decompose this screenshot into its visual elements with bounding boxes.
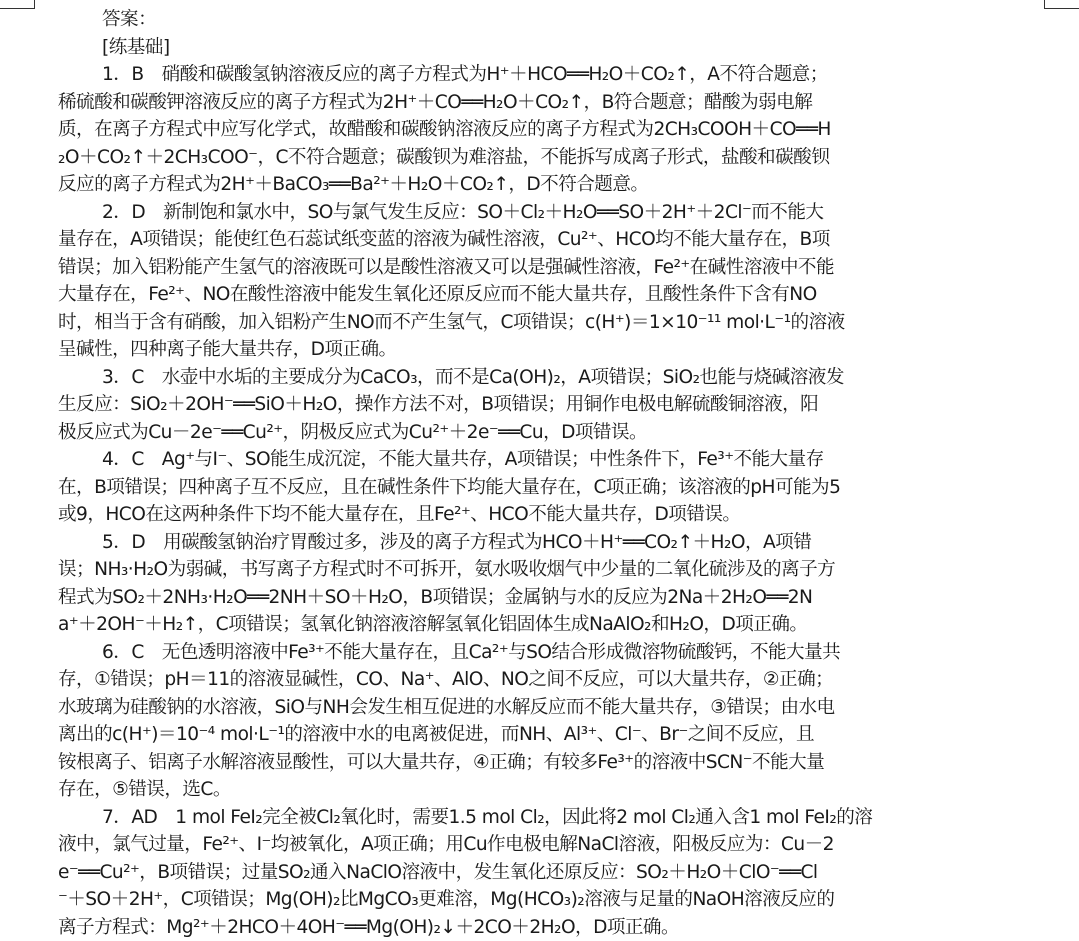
answer-line: 离出的c(H⁺)＝10⁻⁴ mol·L⁻¹的溶液中水的电离被促进，而NH、Al³⁺、Cl⁻、Br⁻之间不反应，且 [58,721,978,749]
answer-document [58,6,978,941]
answer-line: 时，相当于含有硝酸，加入铝粉产生NO而不产生氢气，C项错误；c(H⁺)＝1×10⁻¹¹ mol·L⁻¹的溶液 [58,309,978,337]
answer-first-line: 7．AD 1 mol FeI₂完全被Cl₂氧化时，需要1.5 mol Cl₂，因此将2 mol Cl₂通入含1 mol FeI₂的溶 [58,804,978,832]
answer-line: 离子方程式：Mg²⁺＋2HCO＋4OH⁻══Mg(OH)₂↓＋2CO＋2H₂O，D项正确。 [58,914,978,941]
answer-line: a⁺＋2OH⁻＋H₂↑，C项错误；氢氧化钠溶液溶解氢氧化铝固体生成NaAlO₂和H₂O，D项正确。 [58,611,978,639]
answer-item [58,446,978,529]
answer-item [58,529,978,639]
section-title: [练基础] [58,34,978,62]
answer-first-line: 3．C 水壶中水垢的主要成分为CaCO₃，而不是Ca(OH)₂，A项错误；SiO₂也能与烧碱溶液发 [58,364,978,392]
answer-line: 大量存在，Fe²⁺、NO在酸性溶液中能发生氧化还原反应而不能大量共存，且酸性条件下含有NO [58,281,978,309]
answer-item [58,639,978,804]
answer-line: 量存在，A项错误；能使红色石蕊试纸变蓝的溶液为碱性溶液，Cu²⁺、HCO均不能大量存在，B项 [58,226,978,254]
crop-mark-left [0,0,35,9]
answer-line: 生反应：SiO₂＋2OH⁻══SiO＋H₂O，操作方法不对，B项错误；用铜作电极电解硫酸铜溶液，阳 [58,391,978,419]
answer-line: ⁻＋SO＋2H⁺，C项错误；Mg(OH)₂比MgCO₃更难溶，Mg(HCO₃)₂溶液与足量的NaOH溶液反应的 [58,886,978,914]
answer-first-line: 1．B 硝酸和碳酸氢钠溶液反应的离子方程式为H⁺＋HCO══H₂O＋CO₂↑，A不符合题意； [58,61,978,89]
answer-line: 质，在离子方程式中应写化学式，故醋酸和碳酸钠溶液反应的离子方程式为2CH₃COOH＋CO══H [58,116,978,144]
answer-item [58,199,978,364]
answer-line: 或9，HCO在这两种条件下均不能大量存在，且Fe²⁺、HCO不能大量共存，D项错误。 [58,501,978,529]
answer-line: 存在，⑤错误，选C。 [58,776,978,804]
answer-item [58,364,978,447]
answer-line: 铵根离子、铝离子水解溶液显酸性，可以大量共存，④正确；有较多Fe³⁺的溶液中SCN⁻不能大量 [58,749,978,777]
crop-mark-right [1044,0,1079,9]
answer-item [58,61,978,199]
answer-line: 反应的离子方程式为2H⁺＋BaCO₃══Ba²⁺＋H₂O＋CO₂↑，D不符合题意。 [58,171,978,199]
answer-line: 误；NH₃·H₂O为弱碱，书写离子方程式时不可拆开，氨水吸收烟气中少量的二氧化硫涉及的离子方 [58,556,978,584]
answer-line: e⁻══Cu²⁺，B项错误；过量SO₂通入NaClO溶液中，发生氧化还原反应：SO₂＋H₂O＋ClO⁻══Cl [58,859,978,887]
answer-line: 程式为SO₂＋2NH₃·H₂O══2NH＋SO＋H₂O，B项错误；金属钠与水的反应为2Na＋2H₂O══2N [58,584,978,612]
answer-line: 极反应式为Cu－2e⁻══Cu²⁺，阴极反应式为Cu²⁺＋2e⁻══Cu，D项错误。 [58,419,978,447]
answer-line: 存，①错误；pH＝11的溶液显碱性，CO、Na⁺、AlO、NO之间不反应，可以大量共存，②正确； [58,666,978,694]
answer-line: 呈碱性，四种离子能大量共存，D项正确。 [58,336,978,364]
answer-first-line: 5．D 用碳酸氢钠治疗胃酸过多，涉及的离子方程式为HCO＋H⁺══CO₂↑＋H₂O，A项错 [58,529,978,557]
answer-line: ₂O＋CO₂↑＋2CH₃COO⁻，C不符合题意；碳酸钡为难溶盐，不能拆写成离子形式，盐酸和碳酸钡 [58,144,978,172]
answer-item [58,804,978,941]
answer-list [58,61,978,941]
answer-first-line: 6．C 无色透明溶液中Fe³⁺不能大量存在，且Ca²⁺与SO结合形成微溶物硫酸钙，不能大量共 [58,639,978,667]
answer-line: 在，B项错误；四种离子互不反应，且在碱性条件下均能大量存在，C项正确；该溶液的pH可能为5 [58,474,978,502]
answer-line: 液中，氯气过量，Fe²⁺、I⁻均被氧化，A项正确；用Cu作电极电解NaCl溶液，阳极反应为：Cu－2 [58,831,978,859]
answer-line: 稀硫酸和碳酸钾溶液反应的离子方程式为2H⁺＋CO══H₂O＋CO₂↑，B符合题意；醋酸为弱电解 [58,89,978,117]
answer-line: 水玻璃为硅酸钠的水溶液，SiO与NH会发生相互促进的水解反应而不能大量共存，③错误；由水电 [58,694,978,722]
answer-first-line: 4．C Ag⁺与I⁻、SO能生成沉淀，不能大量共存，A项错误；中性条件下，Fe³⁺不能大量存 [58,446,978,474]
answer-line: 错误；加入铝粉能产生氢气的溶液既可以是酸性溶液又可以是强碱性溶液，Fe²⁺在碱性溶液中不能 [58,254,978,282]
answer-heading: 答案： [58,6,978,34]
answer-first-line: 2．D 新制饱和氯水中，SO与氯气发生反应：SO＋Cl₂＋H₂O══SO＋2H⁺＋2Cl⁻而不能大 [58,199,978,227]
